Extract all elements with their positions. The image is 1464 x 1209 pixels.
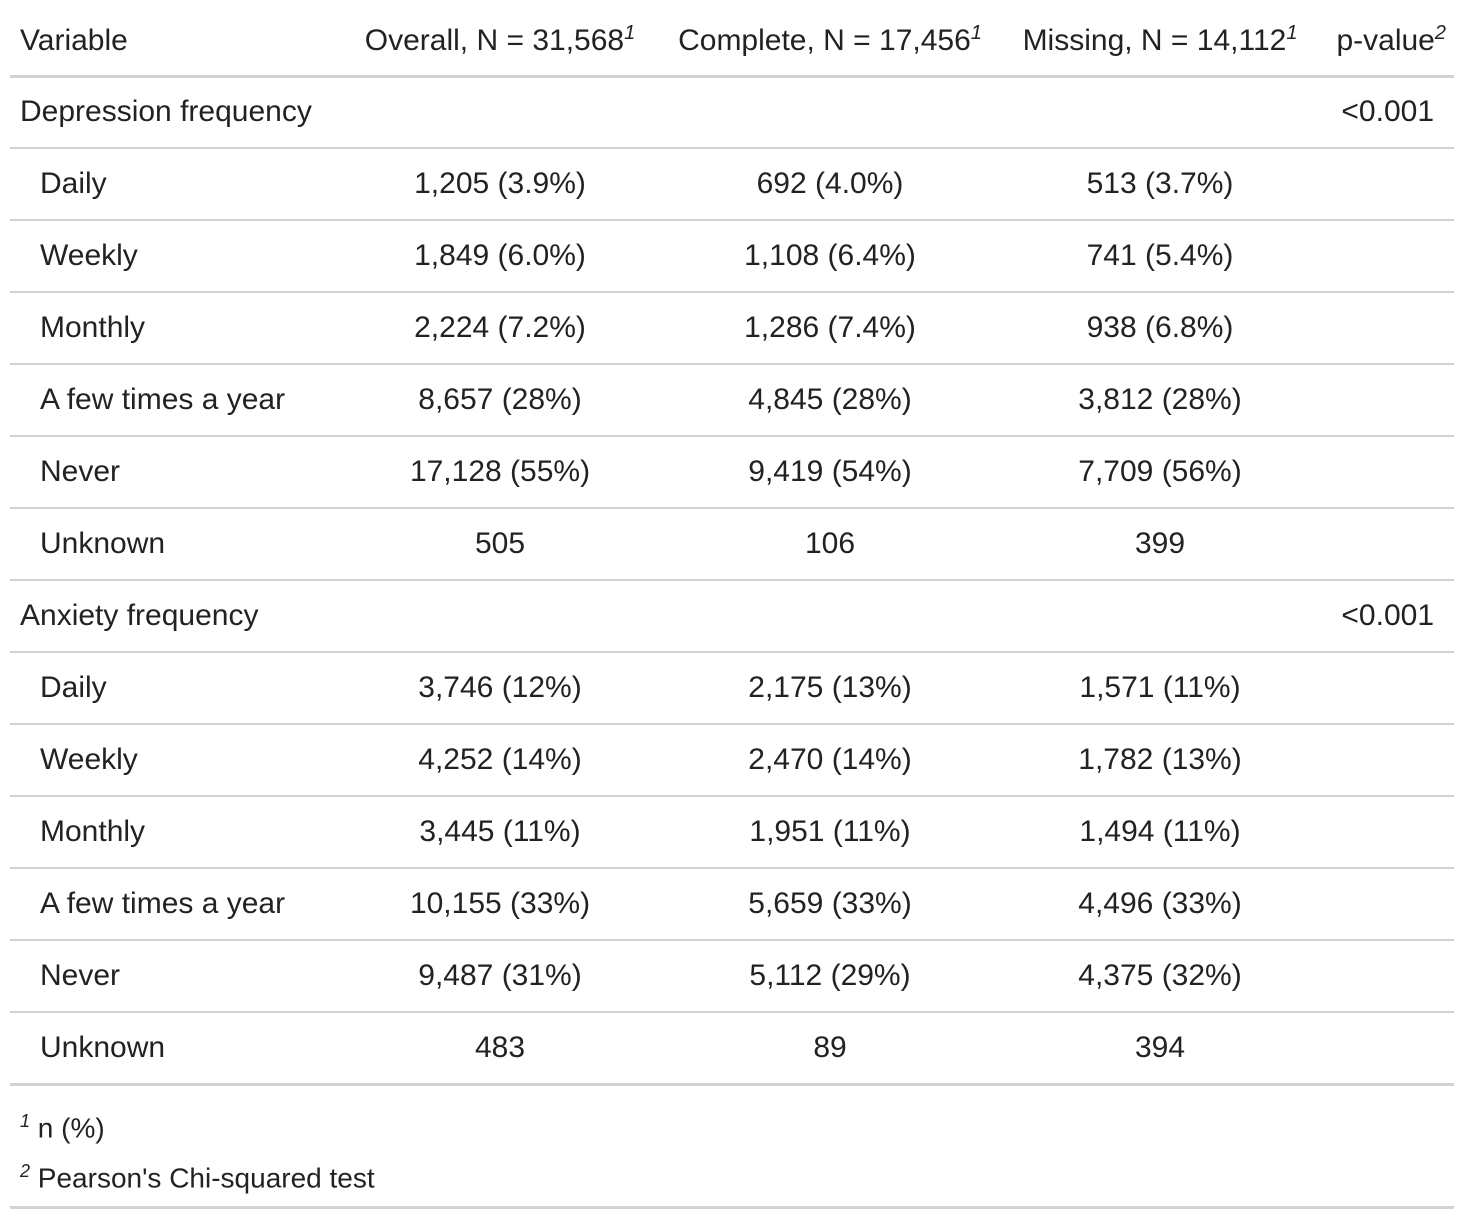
cell-overall: 505 <box>474 527 526 560</box>
table-row <box>10 220 1454 292</box>
row-label: A few times a year <box>40 887 286 920</box>
footnote-2 <box>10 1146 1454 1196</box>
footnote-mark: 2 <box>20 1160 31 1181</box>
row-label: Monthly <box>40 311 146 344</box>
cell-missing: 3,812 (28%) <box>1078 383 1242 416</box>
cell-complete: 5,659 (33%) <box>748 887 912 920</box>
group-label: Depression frequency <box>20 95 312 129</box>
group-row-depression <box>10 76 1454 148</box>
cell-overall: 3,746 (12%) <box>418 671 582 704</box>
group-pvalue: <0.001 <box>1341 95 1434 129</box>
footnote-mark: 1 <box>20 1110 31 1131</box>
cell-overall: 3,445 (11%) <box>419 815 581 848</box>
cell-complete: 2,175 (13%) <box>748 671 912 704</box>
footnote-mark: 1 <box>624 22 636 45</box>
row-label: Monthly <box>40 815 146 848</box>
cell-overall: 1,849 (6.0%) <box>414 239 586 272</box>
header-overall: Overall, $N = 31,568^1$ <box>364 22 636 58</box>
cell-complete: 106 <box>804 527 856 560</box>
cell-complete: 1,286 (7.4%) <box>744 311 916 344</box>
cell-complete: 89 <box>813 1030 847 1064</box>
cell-missing: 1,782 (13%) <box>1078 743 1242 776</box>
header-row <box>10 8 1454 76</box>
row-label: A few times a year <box>40 383 286 416</box>
cell-overall: 9,487 (31%) <box>418 959 582 992</box>
cell-missing: 399 <box>1134 527 1186 560</box>
cell-overall: 8,657 (28%) <box>418 383 582 416</box>
table-row <box>10 1012 1454 1084</box>
cell-missing: 1,494 (11%) <box>1079 815 1241 848</box>
cell-complete: 1,951 (11%) <box>749 815 911 848</box>
table-row <box>10 652 1454 724</box>
footnote-mark: 1 <box>970 22 982 45</box>
cell-overall: 1,205 (3.9%) <box>414 167 586 200</box>
cell-missing: 4,496 (33%) <box>1078 887 1242 920</box>
cell-complete: 692 (4.0%) <box>756 167 904 200</box>
cell-complete: 2,470 (14%) <box>748 743 912 776</box>
table-row <box>10 868 1454 940</box>
cell-overall: 2,224 (7.2%) <box>414 311 586 344</box>
cell-complete: 9,419 (54%) <box>748 455 912 488</box>
table-row <box>10 796 1454 868</box>
header-complete: Complete, $N = 17,456^1$ <box>678 22 982 58</box>
header-variable: Variable <box>20 24 128 58</box>
row-label: Never <box>40 959 121 992</box>
table-row <box>10 148 1454 220</box>
cell-overall: 483 <box>474 1030 526 1064</box>
row-label: Daily <box>40 167 107 200</box>
summary-table <box>10 8 1454 1086</box>
cell-missing: 741 (5.4%) <box>1086 239 1234 272</box>
row-label: Unknown <box>40 1030 166 1064</box>
footnote-text: Pearson's Chi-squared test <box>37 1161 375 1193</box>
group-pvalue: <0.001 <box>1341 599 1434 632</box>
footnote-mark: 1 <box>1286 22 1298 45</box>
row-label: Weekly <box>40 743 138 776</box>
summary-table-container <box>10 8 1454 1209</box>
footnote-1 <box>10 1096 1454 1146</box>
group-label: Anxiety frequency <box>20 599 259 632</box>
row-label: Unknown <box>40 527 166 560</box>
row-label: Weekly <box>40 239 138 272</box>
footnote-text: n (%) <box>37 1111 105 1143</box>
cell-missing: 1,571 (11%) <box>1079 671 1241 704</box>
group-row-anxiety <box>10 580 1454 652</box>
cell-overall: 4,252 (14%) <box>418 743 582 776</box>
row-label: Never <box>40 455 121 488</box>
cell-missing: 4,375 (32%) <box>1078 959 1242 992</box>
cell-missing: 7,709 (56%) <box>1078 455 1242 488</box>
cell-overall: 10,155 (33%) <box>409 887 591 920</box>
table-footnotes <box>10 1086 1454 1209</box>
cell-overall: 17,128 (55%) <box>409 455 591 488</box>
table-row <box>10 292 1454 364</box>
header-missing: Missing, $N = 14,112^1$ <box>1022 22 1298 58</box>
cell-complete: 1,108 (6.4%) <box>744 239 916 272</box>
table-row <box>10 508 1454 580</box>
footnote-mark: 2 <box>1434 22 1446 45</box>
cell-complete: 5,112 (29%) <box>749 959 911 992</box>
header-pvalue: p-value$^2$ <box>1336 22 1446 58</box>
cell-missing: 513 (3.7%) <box>1086 167 1234 200</box>
table-row <box>10 436 1454 508</box>
table-row <box>10 724 1454 796</box>
cell-missing: 394 <box>1134 1030 1186 1064</box>
cell-complete: 4,845 (28%) <box>748 383 912 416</box>
table-row <box>10 940 1454 1012</box>
row-label: Daily <box>40 671 107 704</box>
cell-missing: 938 (6.8%) <box>1086 311 1234 344</box>
table-row <box>10 364 1454 436</box>
